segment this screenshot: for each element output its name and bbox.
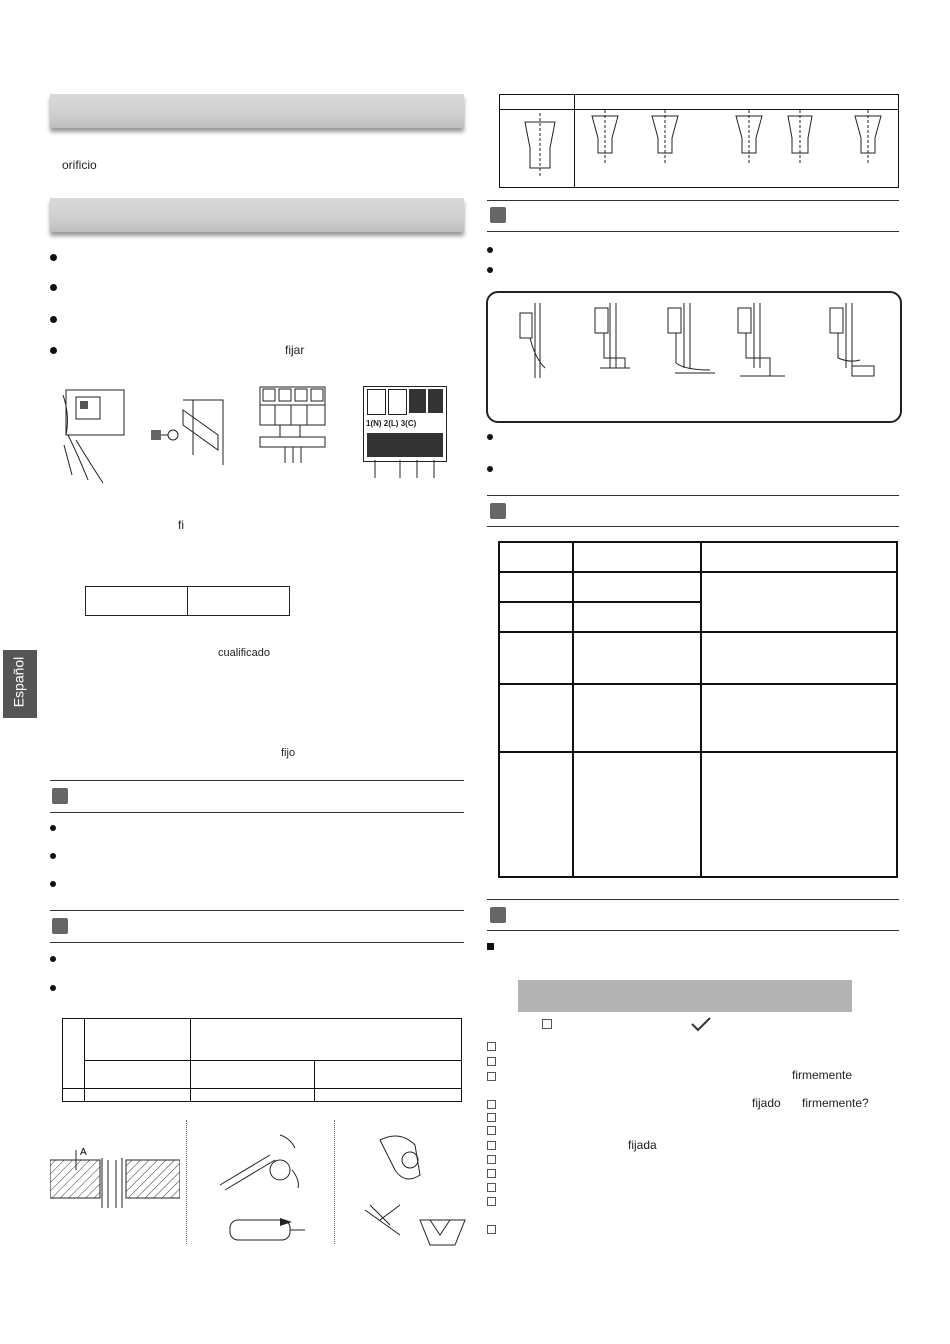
bullet xyxy=(50,881,56,887)
section-rule xyxy=(50,942,464,943)
fijo-text: fijo xyxy=(281,747,296,759)
flare-dimension-table xyxy=(62,1018,462,1102)
bullet xyxy=(487,466,493,472)
checklist-checkbox[interactable] xyxy=(487,1225,496,1234)
bullet xyxy=(50,284,57,291)
checklist-checkbox[interactable] xyxy=(487,1113,496,1122)
bullet xyxy=(50,956,56,962)
checklist-checkbox[interactable] xyxy=(487,1141,496,1150)
checklist-checkbox[interactable] xyxy=(487,1126,496,1135)
square-bullet xyxy=(487,943,494,950)
bullet xyxy=(487,267,493,273)
terminal-label-n: 1(N) xyxy=(366,419,382,428)
section-header-bar xyxy=(50,198,464,232)
section-marker xyxy=(52,788,68,804)
language-tab[interactable]: Español xyxy=(3,650,37,718)
dotted-divider xyxy=(334,1120,335,1244)
section-marker xyxy=(490,207,506,223)
bullet xyxy=(50,825,56,831)
section-marker xyxy=(490,503,506,519)
spec-box xyxy=(85,586,290,616)
section-rule xyxy=(487,526,899,527)
section-header-bar xyxy=(50,94,464,128)
section-rule xyxy=(487,899,899,900)
checklist-checkbox[interactable] xyxy=(487,1155,496,1164)
checklist-checkbox[interactable] xyxy=(487,1042,496,1051)
indoor-unit-wiring-illustration xyxy=(58,385,128,485)
flare-shapes xyxy=(500,108,895,183)
section-rule xyxy=(487,495,899,496)
terminal-label-c: 3(C) xyxy=(400,419,417,428)
sample-checkbox xyxy=(542,1019,552,1029)
svg-text:A: A xyxy=(80,1147,87,1158)
flare-dimension-illustration xyxy=(50,1140,180,1210)
firmemente-text: firmemente xyxy=(792,1068,853,1082)
checklist-checkbox[interactable] xyxy=(487,1072,496,1081)
flaring-tool-illustration xyxy=(360,1125,470,1250)
fi-text: fi xyxy=(178,518,184,532)
reamer-illustration xyxy=(210,1130,320,1250)
section-rule xyxy=(487,200,899,201)
checklist-checkbox[interactable] xyxy=(487,1197,496,1206)
fijada-text: fijada xyxy=(628,1138,657,1152)
section-marker xyxy=(490,907,506,923)
orificio-text: orificio xyxy=(62,158,97,172)
terminal-block-illustration xyxy=(255,385,330,465)
firmemente-question-text: firmemente? xyxy=(802,1096,869,1110)
fijado-text: fijado xyxy=(752,1096,781,1110)
section-rule xyxy=(487,930,899,931)
section-rule xyxy=(50,812,464,813)
terminal-wires xyxy=(370,460,445,480)
bullet xyxy=(487,434,493,440)
checkmark-icon xyxy=(690,1016,712,1032)
bullet xyxy=(50,316,57,323)
cable-clamp-illustration xyxy=(148,395,228,470)
section-rule xyxy=(50,910,464,911)
checklist-header-bar xyxy=(518,980,852,1012)
checklist-checkbox[interactable] xyxy=(487,1183,496,1192)
terminal-label-l: 2(L) xyxy=(383,419,399,428)
troubleshooting-table xyxy=(498,541,898,878)
section-rule xyxy=(487,231,899,232)
drain-hose-illustrations xyxy=(500,298,890,408)
section-rule xyxy=(50,780,464,781)
bullet xyxy=(50,853,56,859)
bullet xyxy=(487,247,493,253)
section-marker xyxy=(52,918,68,934)
checklist-checkbox[interactable] xyxy=(487,1169,496,1178)
checklist-checkbox[interactable] xyxy=(487,1057,496,1066)
bullet xyxy=(50,347,57,354)
fijar-text: fijar xyxy=(285,343,305,357)
outdoor-terminal-block xyxy=(363,386,447,462)
bullet xyxy=(50,254,57,261)
dotted-divider xyxy=(186,1120,187,1244)
bullet xyxy=(50,985,56,991)
cualificado-text: cualificado xyxy=(218,647,270,659)
checklist-checkbox[interactable] xyxy=(487,1100,496,1109)
